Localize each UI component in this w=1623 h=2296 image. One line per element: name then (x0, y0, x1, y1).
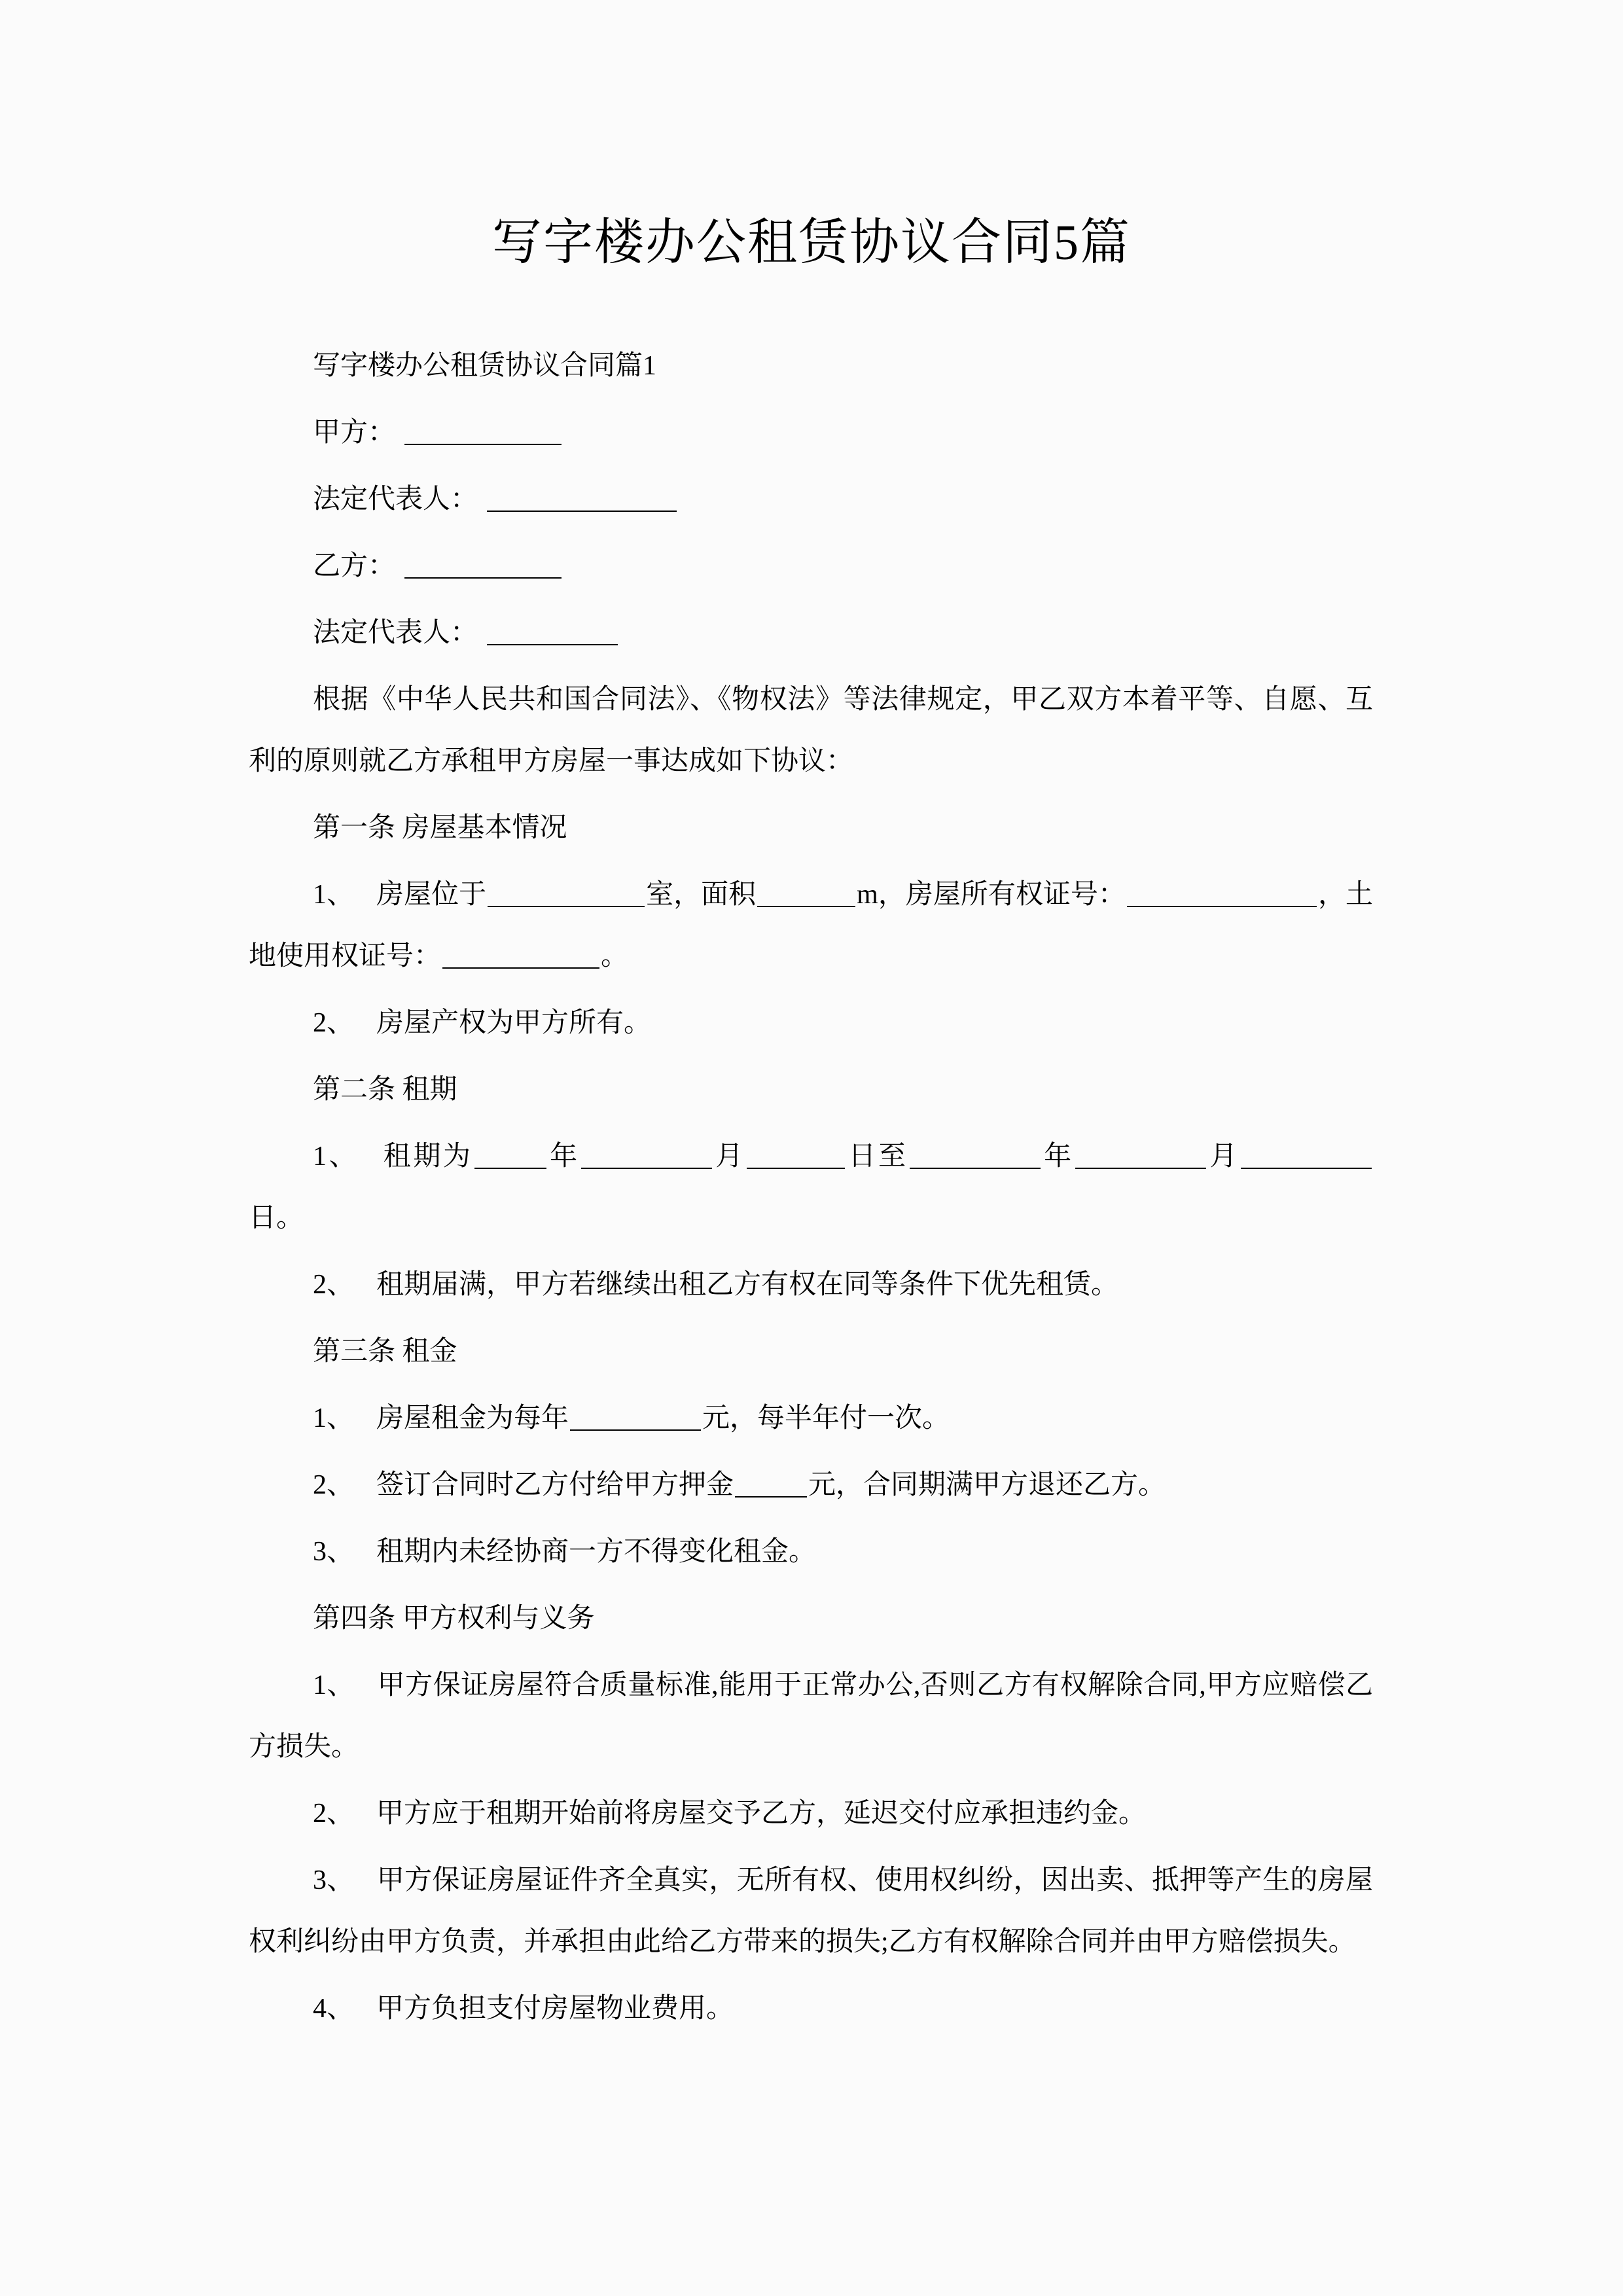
item-number: 3、 (313, 1537, 355, 1567)
item-text-a: 签订合同时乙方付给甲方押金 (376, 1470, 734, 1500)
article-4-item-2 (249, 1783, 1373, 1844)
item-number: 3、 (313, 1865, 355, 1895)
item-text: 甲方保证房屋证件齐全真实，无所有权、使用权纠纷，因出卖、抵押等产生的房屋权利纠纷由甲方负责，并承担由此给乙方带来的损失;乙方有权解除合同并由甲方赔偿损失。 (249, 1865, 1373, 1957)
article-3-heading-text: 第三条 租金 (313, 1336, 457, 1367)
item-text-d: ，土地使用权证号： (249, 880, 1373, 971)
article-3-item-3 (249, 1521, 1373, 1583)
annual-rent-blank[interactable] (570, 1403, 701, 1431)
party-a-blank[interactable] (404, 418, 562, 445)
article-3-item-1 (249, 1388, 1373, 1449)
start-month-blank[interactable] (581, 1141, 712, 1169)
item-text: 甲方应于租期开始前将房屋交予乙方，延迟交付应承担违约金。 (376, 1799, 1147, 1829)
item-number: 2、 (313, 1799, 355, 1829)
article-4-item-4 (249, 1978, 1373, 2039)
party-b-label: 乙方： (313, 551, 396, 581)
item-text: 房屋产权为甲方所有。 (376, 1008, 652, 1038)
room-area-blank[interactable] (757, 880, 855, 907)
document-body (249, 335, 1373, 2039)
section-heading-text: 写字楼办公租赁协议合同篇1 (313, 351, 657, 381)
article-4-item-3 (249, 1850, 1373, 1973)
deposit-blank[interactable] (735, 1470, 807, 1498)
unit-year-1: 年 (547, 1141, 580, 1172)
item-text: 甲方负担支付房屋物业费用。 (376, 1994, 734, 2024)
article-4-heading-text: 第四条 甲方权利与义务 (313, 1604, 595, 1634)
article-1-item-2 (249, 992, 1373, 1054)
party-a-label: 甲方： (313, 418, 396, 448)
article-1-item-1 (249, 864, 1373, 987)
item-text-a: 房屋租金为每年 (376, 1403, 569, 1433)
item-text: 租期内未经协商一方不得变化租金。 (376, 1537, 817, 1567)
item-text-b: 元，每半年付一次。 (702, 1403, 950, 1433)
item-number: 1、 (313, 1670, 355, 1700)
room-location-blank[interactable] (488, 880, 645, 907)
item-text-c: m，房屋所有权证号： (857, 880, 1126, 910)
party-a-rep-line (249, 469, 1373, 530)
unit-day-1: 日至 (846, 1141, 908, 1172)
party-b-rep-line (249, 602, 1373, 664)
item-number: 1、 (313, 880, 355, 910)
article-3-heading (249, 1321, 1373, 1382)
ownership-cert-blank[interactable] (1127, 880, 1317, 907)
item-text: 甲方保证房屋符合质量标准,能用于正常办公,否则乙方有权解除合同,甲方应赔偿乙方损失。 (249, 1670, 1373, 1762)
start-year-blank[interactable] (474, 1141, 546, 1169)
item-number: 4、 (313, 1994, 355, 2024)
party-a-line (249, 402, 1373, 463)
article-1-heading-text: 第一条 房屋基本情况 (313, 813, 567, 843)
article-2-item-2 (249, 1254, 1373, 1316)
party-b-blank[interactable] (404, 551, 562, 579)
party-a-rep-blank[interactable] (487, 484, 677, 512)
preamble-text: 根据《中华人民共和国合同法》、《物权法》等法律规定，甲乙双方本着平等、自愿、互利的原则就乙方承租甲方房屋一事达成如下协议： (249, 685, 1373, 776)
item-text-b: 室，面积 (646, 880, 757, 910)
unit-day-2: 日。 (249, 1203, 304, 1233)
item-number: 1、 (313, 1141, 359, 1172)
article-1-heading (249, 797, 1373, 859)
unit-month-1: 月 (713, 1141, 745, 1172)
item-text-e: 。 (601, 941, 629, 971)
item-number: 2、 (313, 1270, 355, 1300)
party-a-rep-label: 法定代表人： (313, 484, 478, 514)
end-month-blank[interactable] (1075, 1141, 1206, 1169)
article-4-item-1 (249, 1655, 1373, 1778)
article-3-item-2 (249, 1454, 1373, 1516)
section-heading (249, 335, 1373, 397)
item-number: 2、 (313, 1470, 355, 1500)
item-number: 2、 (313, 1008, 355, 1038)
land-use-cert-blank[interactable] (442, 941, 599, 969)
start-day-blank[interactable] (747, 1141, 845, 1169)
item-text-b: 元，合同期满甲方退还乙方。 (808, 1470, 1166, 1500)
party-b-rep-label: 法定代表人： (313, 618, 478, 648)
item-text: 租期届满，甲方若继续出租乙方有权在同等条件下优先租赁。 (376, 1270, 1119, 1300)
end-year-blank[interactable] (910, 1141, 1041, 1169)
article-2-item-1 (249, 1126, 1373, 1249)
item-number: 1、 (313, 1403, 355, 1433)
article-2-heading (249, 1059, 1373, 1121)
party-b-line (249, 535, 1373, 597)
unit-month-2: 月 (1207, 1141, 1240, 1172)
unit-year-2: 年 (1041, 1141, 1074, 1172)
article-2-heading-text: 第二条 租期 (313, 1075, 457, 1105)
end-day-blank[interactable] (1241, 1141, 1372, 1169)
item-text-a: 租期为 (381, 1141, 473, 1172)
article-4-heading (249, 1588, 1373, 1649)
page-title: 写字楼办公租赁协议合同5篇 (492, 215, 1131, 270)
item-text-a: 房屋位于 (376, 880, 487, 910)
preamble-paragraph (249, 669, 1373, 792)
party-b-rep-blank[interactable] (487, 618, 618, 645)
